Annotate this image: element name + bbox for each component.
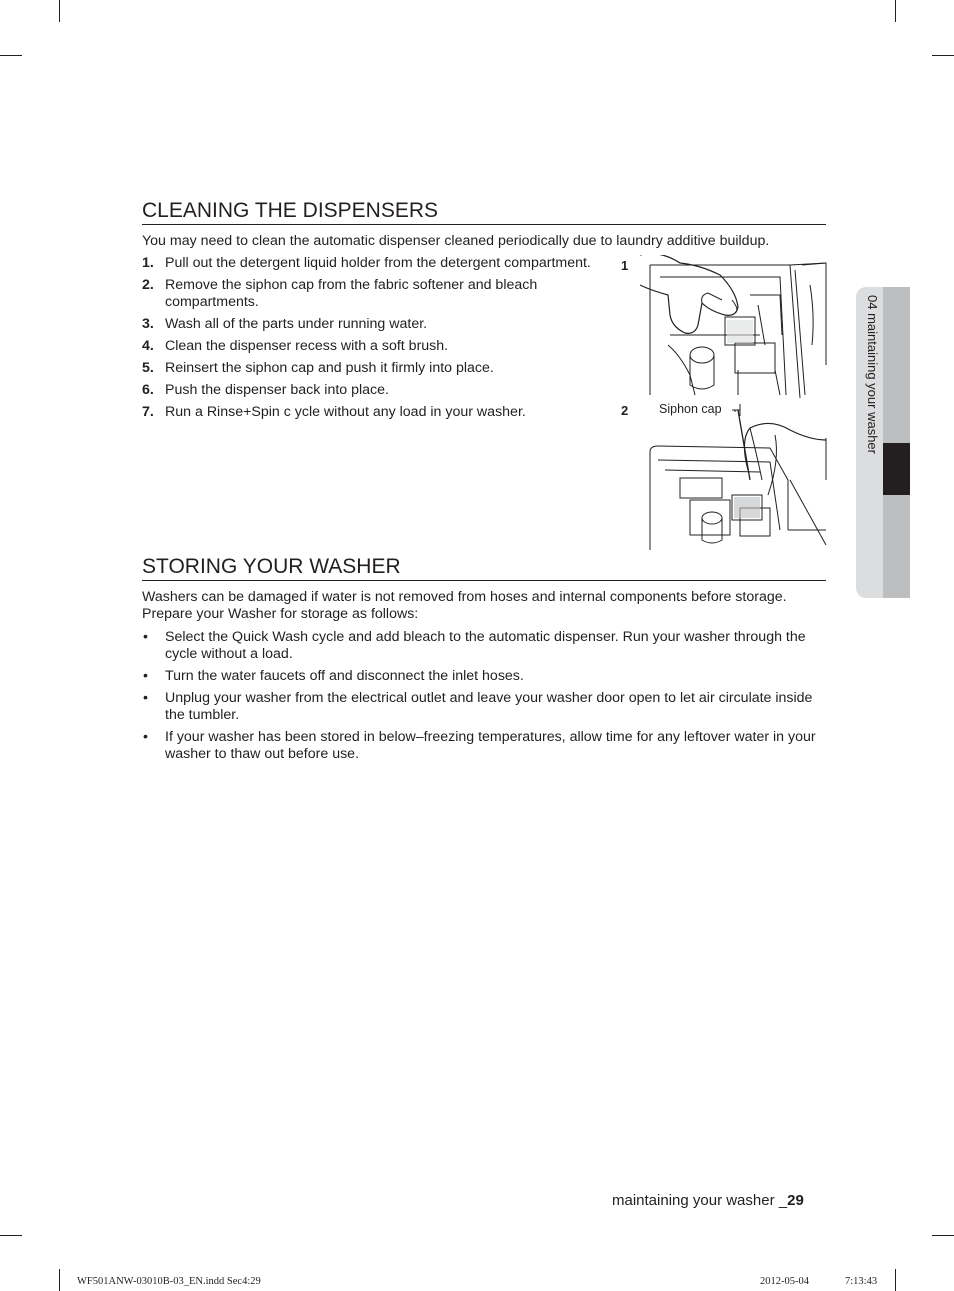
step-item [142,360,604,377]
bullet-dot: • [143,629,148,645]
step-item [142,316,604,333]
step-item [142,382,604,399]
crop-mark [59,0,60,22]
step-number: 7. [142,404,154,420]
bullet-item [142,690,826,724]
crop-mark [932,55,954,56]
slug-file: WF501ANW-03010B-03_EN.indd Sec4:29 [77,1276,261,1287]
step-item [142,277,545,311]
step-number: 2. [142,277,154,293]
footer-section: maintaining your washer [612,1192,775,1209]
bullet-text: Turn the water faucets off and disconnect the inlet hoses. [165,668,524,684]
crop-mark [932,1235,954,1236]
storing-title: STORING YOUR WASHER [142,555,826,581]
cleaning-title: CLEANING THE DISPENSERS [142,199,826,225]
step-number: 3. [142,316,154,332]
step-text: Pull out the detergent liquid holder from the detergent compartment. [165,255,591,271]
side-tab-marker [883,443,910,495]
dispenser-illustration-2 [640,400,830,552]
cleaning-intro: You may need to clean the automatic dispenser cleaned periodically due to laundry additive buildup. [142,233,770,249]
storing-bullets [142,629,826,768]
bullet-dot: • [143,690,148,706]
bullet-text: If your washer has been stored in below–freezing temperatures, allow time for any leftover water in your washer to thaw out before use. [165,729,816,762]
step-number: 1. [142,255,154,271]
crop-mark [895,1269,896,1291]
step-number: 4. [142,338,154,354]
cycle-name: Rinse+Spin [206,404,280,420]
bullet-dot: • [143,729,148,745]
step-text-post: c ycle without any load in your washer. [279,404,526,420]
page-number: 29 [787,1192,804,1209]
side-tab-label: 04 maintaining your washer [865,295,880,454]
bullet-item [142,629,826,663]
crop-mark [0,55,22,56]
step-text: Remove the siphon cap from the fabric softener and bleach compartments. [165,277,538,310]
bullet-dot: • [143,668,148,684]
bullet-item [142,729,826,763]
chapter-side-tab [856,287,910,598]
crop-mark [895,0,896,22]
footer-page-prefix: _ [774,1192,788,1209]
step-item [142,338,604,355]
step-text-pre: Run a [165,404,207,420]
slug-date: 2012-05-04 [760,1276,809,1287]
bullet-text: Select the Quick Wash cycle and add bleach to the automatic dispenser. Run your washer through the cycle without a load. [165,629,806,662]
step-text: Push the dispenser back into place. [165,382,389,398]
step-number: 5. [142,360,154,376]
step-number: 6. [142,382,154,398]
page-footer [612,1192,804,1209]
slug-time: 7:13:43 [845,1276,878,1287]
figure-label-2: 2 [621,403,629,418]
step-item [142,255,604,272]
bullet-item [142,668,826,685]
dispenser-illustration-1 [640,255,830,400]
figure-label-1: 1 [621,258,629,273]
bullet-text: Unplug your washer from the electrical outlet and leave your washer door open to let air circulate inside the tumbler. [165,690,813,723]
siphon-cap-label: Siphon cap [659,402,722,416]
step-text: Clean the dispenser recess with a soft brush. [165,338,449,354]
cleaning-steps [142,255,604,426]
step-item [142,404,604,421]
crop-mark [59,1269,60,1291]
step-text: Reinsert the siphon cap and push it firmly into place. [165,360,494,376]
step-text: Wash all of the parts under running water. [165,316,428,332]
crop-mark [0,1235,22,1236]
storing-intro: Washers can be damaged if water is not removed from hoses and internal components before storage. Prepare your Washer for storage as follows: [142,589,787,622]
